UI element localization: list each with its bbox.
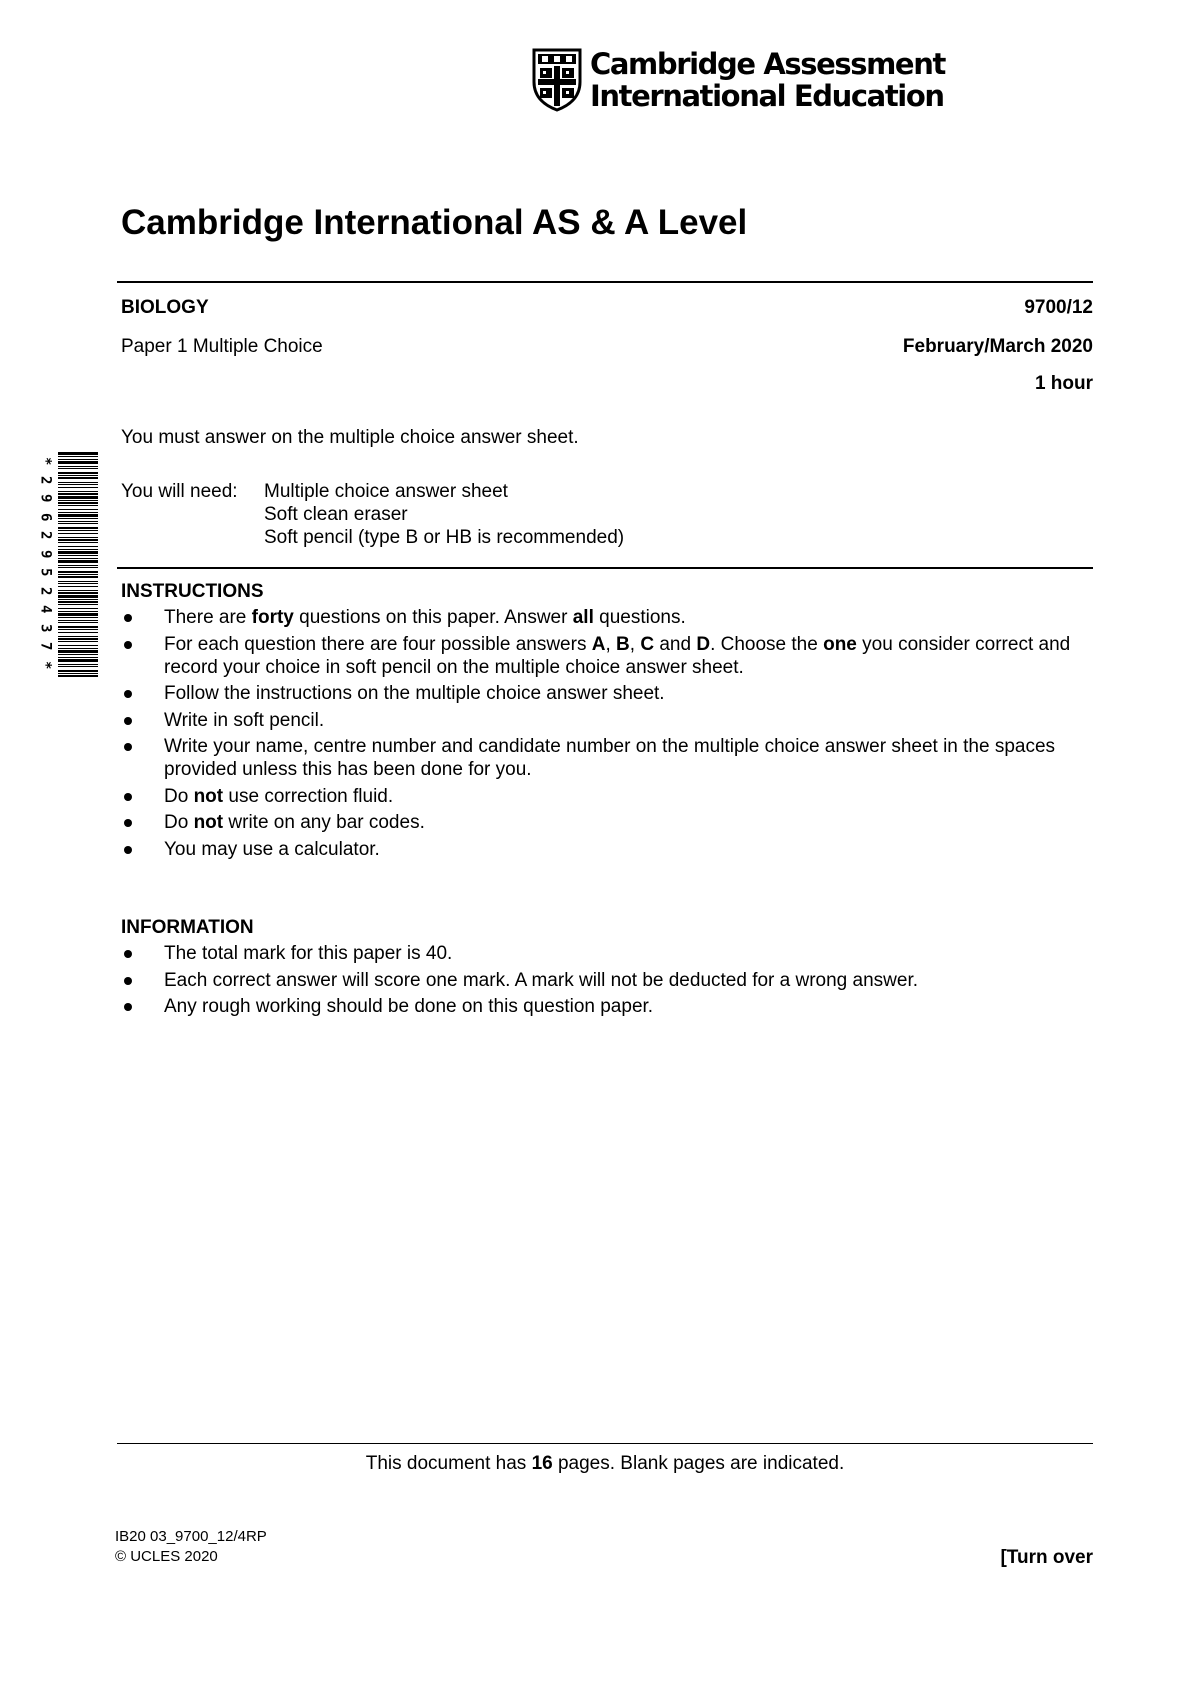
instructions-list	[121, 606, 1096, 861]
instruction-item: Write in soft pencil.	[121, 709, 1096, 732]
turn-over-label: [Turn over	[1000, 1547, 1093, 1568]
header-rule	[117, 281, 1093, 283]
instructions-rule	[117, 567, 1093, 569]
information-section	[121, 917, 1096, 1022]
footer-codes	[115, 1527, 267, 1567]
instruction-item: Write your name, centre number and candidate number on the multiple choice answer sheet in the spaces provided unless this has been done for you.	[121, 735, 1096, 781]
syllabus-code: 9700/12	[1024, 297, 1093, 318]
barcode-digit: 9	[37, 494, 54, 503]
cambridge-logo	[532, 48, 945, 112]
paper-reference: IB20 03_9700_12/4RP	[115, 1528, 267, 1545]
needs-label: You will need:	[121, 481, 238, 502]
instruction-item: Do not write on any bar codes.	[121, 811, 1096, 834]
information-item: Any rough working should be done on this question paper.	[121, 995, 1096, 1018]
page-count-note: This document has 16 pages. Blank pages are indicated.	[365, 1453, 845, 1474]
instruction-item: There are forty questions on this paper. Answer all questions.	[121, 606, 1096, 629]
barcode-digit: *	[37, 457, 54, 466]
barcode-digit: 5	[37, 568, 54, 577]
exam-duration: 1 hour	[1034, 373, 1093, 394]
logo-line-2: International Education	[590, 79, 944, 113]
instruction-item: Do not use correction fluid.	[121, 785, 1096, 808]
answer-note: You must answer on the multiple choice answer sheet.	[121, 427, 579, 448]
needs-item: Soft clean eraser	[264, 504, 408, 525]
paper-name: Paper 1 Multiple Choice	[121, 336, 323, 357]
information-item: The total mark for this paper is 40.	[121, 942, 1096, 965]
information-heading: INFORMATION	[121, 917, 254, 938]
subject: BIOLOGY	[121, 297, 209, 318]
needs-item: Soft pencil (type B or HB is recommended)	[264, 527, 625, 548]
information-list	[121, 942, 1096, 1018]
copyright-notice: © UCLES 2020	[115, 1548, 218, 1565]
shield-crest-icon	[532, 48, 582, 112]
qualification-title: Cambridge International AS & A Level	[121, 203, 748, 242]
barcode-digit: 4	[37, 605, 54, 614]
barcode-digit: 7	[37, 642, 54, 651]
instruction-item: You may use a calculator.	[121, 838, 1096, 861]
barcode	[58, 452, 98, 678]
instruction-item: For each question there are four possible answers A, B, C and D. Choose the one you consider correct and record your choice in soft pencil on the multiple choice answer sheet.	[121, 633, 1096, 679]
instruction-item: Follow the instructions on the multiple choice answer sheet.	[121, 682, 1096, 705]
barcode-digit: 9	[37, 549, 54, 558]
footer-rule	[117, 1443, 1093, 1444]
information-item: Each correct answer will score one mark. A mark will not be deducted for a wrong answer.	[121, 969, 1096, 992]
materials-needed	[121, 480, 624, 549]
barcode-digit: 2	[37, 531, 54, 540]
needs-item: Multiple choice answer sheet	[264, 481, 508, 502]
barcode-digit: *	[37, 660, 54, 669]
instructions-heading: INSTRUCTIONS	[121, 581, 264, 602]
barcode-digit: 6	[37, 512, 54, 521]
instructions-section	[121, 581, 1096, 864]
exam-session: February/March 2020	[902, 336, 1093, 357]
barcode-digit: 3	[37, 623, 54, 632]
barcode-number	[34, 452, 56, 674]
barcode-digit: 2	[37, 586, 54, 595]
logo-line-1: Cambridge Assessment	[590, 47, 945, 81]
barcode-digit: 2	[37, 475, 54, 484]
